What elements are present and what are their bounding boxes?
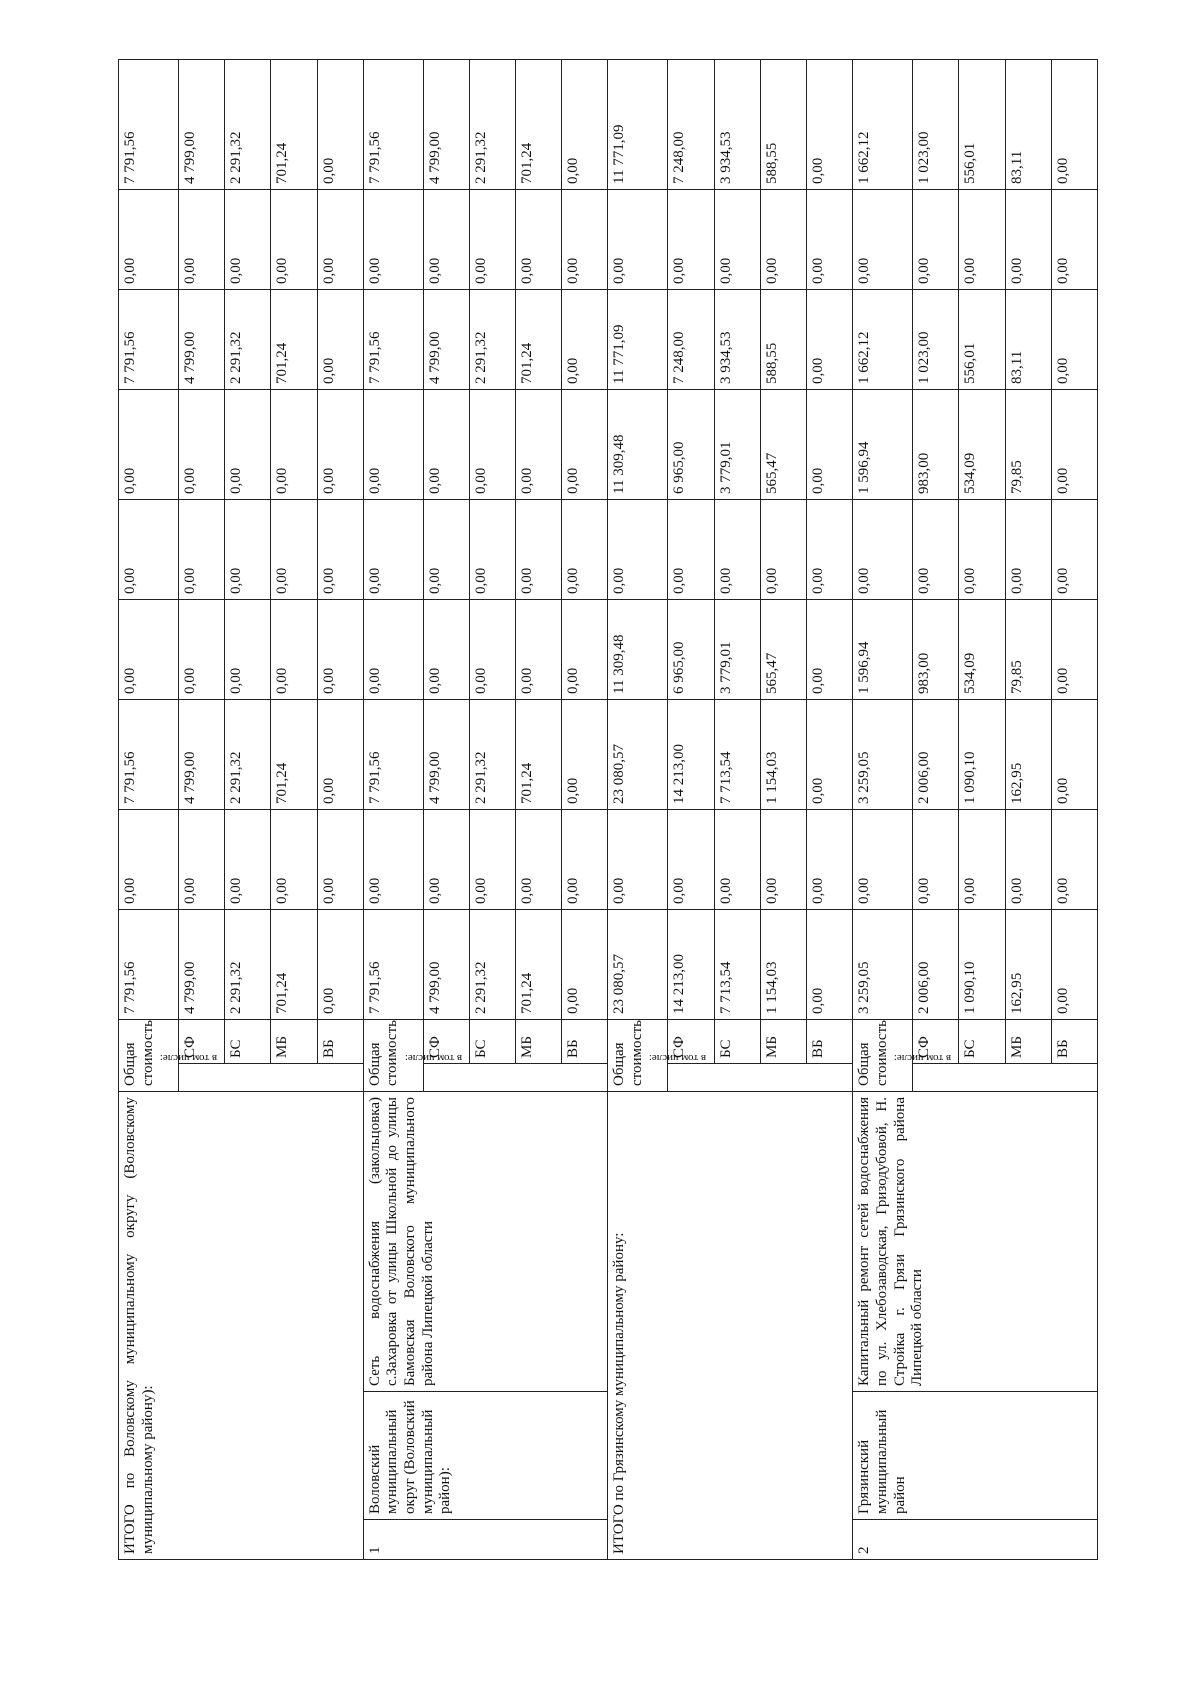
total-cost-label: Общая стоимость (363, 1019, 423, 1091)
itogo-title: ИТОГО по Грязинскому муниципальному району: (608, 1092, 853, 1560)
rotated-table-container (118, 60, 1098, 1560)
funding-value: 4 799,00 (423, 289, 469, 389)
funding-value: 83,11 (1005, 59, 1051, 189)
row-number: 1 (363, 1520, 608, 1560)
itogo-row (608, 59, 668, 1559)
funding-source-label: СФ (179, 1019, 225, 1063)
total-value: 7 791,56 (363, 289, 423, 389)
funding-value: 2 291,32 (225, 699, 271, 809)
funding-value: 3 934,53 (714, 59, 760, 189)
funding-value: 0,00 (271, 189, 317, 289)
funding-value: 0,00 (562, 389, 608, 499)
total-value: 7 791,56 (363, 909, 423, 1019)
funding-value: 0,00 (516, 189, 562, 289)
funding-value: 588,55 (760, 289, 806, 389)
funding-value: 701,24 (271, 699, 317, 809)
vtom-label-cell (159, 1051, 364, 1092)
funding-value: 1 023,00 (913, 59, 959, 189)
funding-value: 2 291,32 (225, 59, 271, 189)
funding-source-label: МБ (760, 1019, 806, 1063)
object-row (363, 59, 423, 1559)
total-value: 7 791,56 (119, 59, 179, 189)
total-value: 0,00 (363, 189, 423, 289)
funding-table (118, 59, 1098, 1560)
funding-value: 0,00 (271, 499, 317, 599)
funding-value: 0,00 (469, 389, 515, 499)
funding-value: 1 154,03 (760, 699, 806, 809)
funding-value: 0,00 (806, 809, 852, 909)
funding-value: 0,00 (668, 809, 714, 909)
funding-value: 0,00 (271, 809, 317, 909)
total-value: 0,00 (608, 189, 668, 289)
funding-value: 0,00 (423, 389, 469, 499)
municipality-name: Грязинский муниципальный район (853, 1392, 1098, 1520)
funding-source-label: СФ (423, 1019, 469, 1063)
funding-value: 4 799,00 (179, 699, 225, 809)
funding-source-label: БС (959, 1019, 1005, 1063)
total-value: 7 791,56 (119, 699, 179, 809)
funding-value: 534,09 (959, 599, 1005, 699)
funding-value: 0,00 (760, 809, 806, 909)
row-number: 2 (853, 1520, 1098, 1560)
funding-source-label: ВБ (562, 1019, 608, 1063)
total-value: 7 791,56 (363, 59, 423, 189)
funding-value: 701,24 (271, 909, 317, 1019)
funding-value: 7 713,54 (714, 699, 760, 809)
funding-value: 983,00 (913, 599, 959, 699)
funding-value: 0,00 (423, 599, 469, 699)
object-row (853, 59, 913, 1559)
funding-value: 6 965,00 (668, 389, 714, 499)
total-value: 7 791,56 (119, 909, 179, 1019)
funding-value: 0,00 (806, 909, 852, 1019)
funding-value: 0,00 (1051, 499, 1097, 599)
funding-value: 0,00 (317, 499, 363, 599)
funding-value: 4 799,00 (179, 909, 225, 1019)
total-value: 1 596,94 (853, 389, 913, 499)
total-value: 0,00 (608, 809, 668, 909)
funding-value: 0,00 (469, 499, 515, 599)
itogo-title: ИТОГО по Воловскому муниципальному округу (Воловскому муниципальному району): (119, 1092, 364, 1560)
total-value: 7 791,56 (119, 289, 179, 389)
funding-value: 0,00 (714, 499, 760, 599)
funding-value: 0,00 (562, 699, 608, 809)
total-cost-label: Общая стоимость (608, 1019, 668, 1091)
funding-value: 4 799,00 (423, 909, 469, 1019)
funding-value: 0,00 (225, 499, 271, 599)
vtom-label-cell (404, 1051, 608, 1092)
total-value: 1 662,12 (853, 59, 913, 189)
funding-value: 2 291,32 (469, 699, 515, 809)
funding-value: 0,00 (317, 189, 363, 289)
funding-value: 556,01 (959, 59, 1005, 189)
total-value: 3 259,05 (853, 699, 913, 809)
funding-value: 0,00 (806, 699, 852, 809)
funding-value: 701,24 (516, 699, 562, 809)
funding-value: 0,00 (806, 59, 852, 189)
funding-value: 0,00 (317, 389, 363, 499)
funding-value: 701,24 (516, 59, 562, 189)
funding-value: 0,00 (225, 809, 271, 909)
total-value: 0,00 (119, 389, 179, 499)
funding-value: 0,00 (423, 499, 469, 599)
funding-value: 565,47 (760, 389, 806, 499)
funding-value: 0,00 (913, 499, 959, 599)
funding-value: 0,00 (271, 389, 317, 499)
funding-value: 6 965,00 (668, 599, 714, 699)
funding-value: 0,00 (760, 189, 806, 289)
funding-value: 2 006,00 (913, 699, 959, 809)
funding-value: 0,00 (317, 909, 363, 1019)
funding-value: 3 779,01 (714, 599, 760, 699)
funding-value: 0,00 (179, 599, 225, 699)
funding-source-label: БС (469, 1019, 515, 1063)
funding-value: 1 090,10 (959, 909, 1005, 1019)
total-value: 0,00 (853, 809, 913, 909)
funding-value: 0,00 (562, 189, 608, 289)
funding-value: 7 713,54 (714, 909, 760, 1019)
funding-value: 0,00 (806, 289, 852, 389)
funding-value: 0,00 (806, 499, 852, 599)
funding-source-label: ВБ (1051, 1019, 1097, 1063)
funding-source-label: МБ (516, 1019, 562, 1063)
funding-value: 0,00 (959, 809, 1005, 909)
total-value: 11 309,48 (608, 599, 668, 699)
total-value: 23 080,57 (608, 699, 668, 809)
funding-value: 0,00 (959, 499, 1005, 599)
funding-value: 0,00 (271, 599, 317, 699)
funding-value: 0,00 (1051, 599, 1097, 699)
funding-value: 0,00 (317, 699, 363, 809)
funding-value: 0,00 (959, 189, 1005, 289)
total-value: 0,00 (119, 809, 179, 909)
funding-value: 0,00 (668, 189, 714, 289)
funding-value: 701,24 (516, 289, 562, 389)
funding-source-label: ВБ (317, 1019, 363, 1063)
funding-source-label: МБ (1005, 1019, 1051, 1063)
funding-source-label: БС (714, 1019, 760, 1063)
vtom-label-cell (649, 1051, 853, 1092)
funding-value: 2 006,00 (913, 909, 959, 1019)
funding-value: 0,00 (423, 809, 469, 909)
table-body (119, 59, 1098, 1559)
total-value: 0,00 (119, 189, 179, 289)
funding-value: 162,95 (1005, 909, 1051, 1019)
funding-value: 0,00 (714, 189, 760, 289)
funding-value: 3 934,53 (714, 289, 760, 389)
funding-value: 4 799,00 (423, 59, 469, 189)
funding-value: 0,00 (225, 189, 271, 289)
total-value: 0,00 (363, 499, 423, 599)
funding-value: 0,00 (179, 499, 225, 599)
funding-value: 1 023,00 (913, 289, 959, 389)
vtom-label: в том числе: (404, 1051, 462, 1064)
funding-value: 2 291,32 (225, 289, 271, 389)
funding-value: 4 799,00 (423, 699, 469, 809)
funding-value: 0,00 (1005, 189, 1051, 289)
total-value: 3 259,05 (853, 909, 913, 1019)
funding-value: 0,00 (179, 189, 225, 289)
funding-value: 588,55 (760, 59, 806, 189)
total-value: 0,00 (608, 499, 668, 599)
total-value: 1 596,94 (853, 599, 913, 699)
funding-value: 2 291,32 (225, 909, 271, 1019)
funding-value: 983,00 (913, 389, 959, 499)
funding-value: 0,00 (516, 389, 562, 499)
funding-value: 2 291,32 (469, 909, 515, 1019)
total-cost-label: Общая стоимость (119, 1019, 179, 1091)
funding-value: 565,47 (760, 599, 806, 699)
funding-source-label: БС (225, 1019, 271, 1063)
funding-value: 4 799,00 (179, 289, 225, 389)
funding-value: 0,00 (1051, 189, 1097, 289)
funding-value: 4 799,00 (179, 59, 225, 189)
municipality-name: Воловский муниципальный округ (Воловский муниципальный район): (363, 1392, 608, 1520)
funding-value: 0,00 (806, 389, 852, 499)
total-value: 0,00 (363, 389, 423, 499)
funding-value: 0,00 (317, 59, 363, 189)
funding-value: 0,00 (317, 599, 363, 699)
funding-source-label: СФ (668, 1019, 714, 1063)
vtom-label: в том числе: (894, 1051, 952, 1064)
funding-value: 0,00 (516, 809, 562, 909)
funding-value: 0,00 (1051, 809, 1097, 909)
total-value: 0,00 (853, 189, 913, 289)
funding-value: 0,00 (760, 499, 806, 599)
funding-value: 0,00 (1051, 59, 1097, 189)
total-value: 0,00 (853, 499, 913, 599)
funding-value: 0,00 (668, 499, 714, 599)
funding-value: 0,00 (469, 809, 515, 909)
funding-value: 79,85 (1005, 389, 1051, 499)
funding-value: 0,00 (317, 809, 363, 909)
total-value: 0,00 (119, 599, 179, 699)
total-value: 0,00 (363, 809, 423, 909)
funding-value: 14 213,00 (668, 909, 714, 1019)
funding-value: 7 248,00 (668, 289, 714, 389)
funding-value: 1 154,03 (760, 909, 806, 1019)
funding-value: 0,00 (562, 59, 608, 189)
funding-value: 701,24 (271, 59, 317, 189)
funding-value: 79,85 (1005, 599, 1051, 699)
funding-value: 0,00 (317, 289, 363, 389)
vtom-label-cell (894, 1051, 1098, 1092)
funding-value: 0,00 (1005, 499, 1051, 599)
funding-value: 0,00 (1051, 289, 1097, 389)
funding-value: 0,00 (562, 809, 608, 909)
funding-value: 0,00 (562, 499, 608, 599)
funding-value: 0,00 (516, 599, 562, 699)
total-value: 11 771,09 (608, 289, 668, 389)
total-value: 0,00 (363, 599, 423, 699)
total-value: 1 662,12 (853, 289, 913, 389)
funding-value: 162,95 (1005, 699, 1051, 809)
funding-value: 556,01 (959, 289, 1005, 389)
funding-value: 0,00 (913, 809, 959, 909)
funding-value: 2 291,32 (469, 289, 515, 389)
vtom-label: в том числе: (159, 1051, 218, 1064)
vtom-label: в том числе: (649, 1051, 707, 1064)
funding-value: 0,00 (423, 189, 469, 289)
funding-value: 0,00 (225, 599, 271, 699)
funding-value: 0,00 (1051, 389, 1097, 499)
funding-value: 0,00 (469, 189, 515, 289)
funding-source-label: ВБ (806, 1019, 852, 1063)
funding-value: 0,00 (714, 809, 760, 909)
total-value: 11 771,09 (608, 59, 668, 189)
funding-value: 83,11 (1005, 289, 1051, 389)
funding-value: 0,00 (562, 909, 608, 1019)
funding-value: 701,24 (271, 289, 317, 389)
funding-value: 1 090,10 (959, 699, 1005, 809)
funding-value: 14 213,00 (668, 699, 714, 809)
funding-value: 0,00 (1005, 809, 1051, 909)
total-value: 0,00 (119, 499, 179, 599)
funding-source-label: МБ (271, 1019, 317, 1063)
funding-value: 0,00 (1051, 699, 1097, 809)
funding-value: 0,00 (562, 599, 608, 699)
total-value: 23 080,57 (608, 909, 668, 1019)
funding-value: 7 248,00 (668, 59, 714, 189)
funding-value: 0,00 (1051, 909, 1097, 1019)
total-cost-label: Общая стоимость (853, 1019, 913, 1091)
funding-value: 0,00 (516, 499, 562, 599)
funding-value: 0,00 (179, 389, 225, 499)
funding-value: 3 779,01 (714, 389, 760, 499)
funding-value: 0,00 (469, 599, 515, 699)
total-value: 7 791,56 (363, 699, 423, 809)
object-name: Сеть водоснабжения (закольцовка) с.Захаровка от улицы Школьной до улицы Бамовская Воловского муниципального района Липецкой области (363, 1092, 608, 1392)
funding-value: 0,00 (225, 389, 271, 499)
funding-value: 701,24 (516, 909, 562, 1019)
funding-value: 0,00 (806, 599, 852, 699)
itogo-row (119, 59, 179, 1559)
funding-value: 534,09 (959, 389, 1005, 499)
funding-value: 0,00 (179, 809, 225, 909)
object-name: Капитальный ремонт сетей водоснабжения по ул. Хлебозаводская, Гризодубовой, Н. Стройка г. Грязи Грязинского района Липецкой области (853, 1092, 1098, 1392)
total-value: 11 309,48 (608, 389, 668, 499)
funding-value: 0,00 (562, 289, 608, 389)
funding-value: 2 291,32 (469, 59, 515, 189)
funding-source-label: СФ (913, 1019, 959, 1063)
funding-value: 0,00 (806, 189, 852, 289)
funding-value: 0,00 (913, 189, 959, 289)
